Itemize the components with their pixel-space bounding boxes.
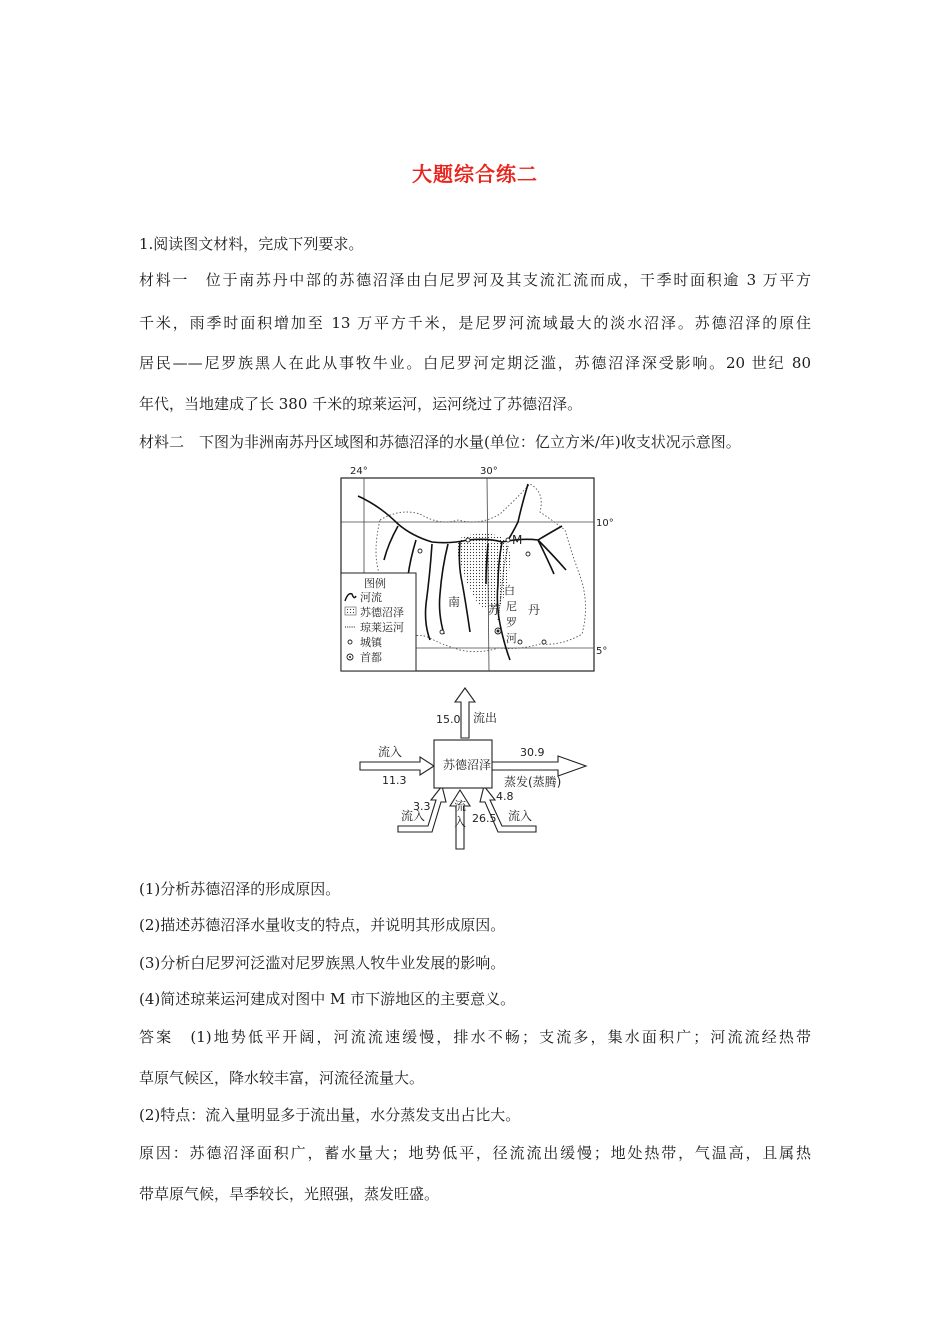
town-marker [440, 630, 444, 634]
river-char-2: 尼 [506, 600, 517, 613]
evap-value: 30.9 [520, 746, 545, 759]
inflow-sw-label: 流入 [401, 809, 426, 823]
map-legend [341, 573, 416, 671]
material1-line-2: 千米，雨季时面积增加至 13 万平方千米，是尼罗河流域最大的淡水沼泽。苏德沼泽的原住 [139, 314, 811, 332]
lon-label-30: 30° [480, 466, 498, 477]
river-char-4: 河 [506, 632, 517, 645]
material1-line-4: 年代，当地建成了长 380 千米的琼莱运河，运河绕过了苏德沼泽。 [139, 395, 583, 413]
capital-dot [497, 630, 499, 632]
town-marker [418, 549, 422, 553]
figure-map-and-budget [340, 464, 614, 854]
country-char-2: 苏 [488, 603, 501, 617]
evap-label: 蒸发(蒸腾) [504, 775, 562, 789]
material2-text: 材料二 下图为非洲南苏丹区域图和苏德沼泽的水量(单位：亿立方米/年)收支状况示意图。 [139, 433, 741, 451]
legend-town-symbol [348, 640, 352, 644]
lon-label-24: 24° [350, 466, 368, 477]
town-marker [518, 640, 522, 644]
question-intro: 1.阅读图文材料，完成下列要求。 [139, 235, 364, 253]
subquestion-2: (2)描述苏德沼泽水量收支的特点，并说明其形成原因。 [139, 916, 506, 934]
legend-capital-dot [349, 656, 351, 658]
page-title: 大题综合练二 [412, 162, 538, 186]
subquestion-1: (1)分析苏德沼泽的形成原因。 [139, 880, 341, 898]
inflow-west-label: 流入 [378, 745, 403, 759]
river-char-3: 罗 [506, 616, 517, 629]
region-map [341, 466, 614, 671]
river-char-1: 白 [504, 584, 515, 597]
answer-line-1: 答案 (1)地势低平开阔，河流流速缓慢，排水不畅；支流多，集水面积广；河流流经热带 [139, 1028, 811, 1046]
lat-label-5: 5° [596, 646, 608, 657]
answer-line-2: 草原气候区，降水较丰富，河流径流量大。 [139, 1069, 425, 1087]
inflow-west-value: 11.3 [382, 774, 407, 787]
country-char-3: 丹 [528, 603, 541, 617]
city-label-m: M [512, 533, 523, 547]
town-m-marker [506, 538, 510, 542]
budget-center-label: 苏德沼泽 [443, 758, 492, 772]
inflow-sw-value: 3.3 [413, 800, 431, 813]
lat-label-10: 10° [596, 518, 614, 529]
legend-canal: 琼莱运河 [360, 621, 404, 634]
outflow-label: 流出 [473, 711, 498, 725]
town-marker [466, 538, 470, 542]
town-marker [526, 552, 530, 556]
inflow-south-char-2: 入 [454, 815, 467, 829]
material1-line-3: 居民——尼罗族黑人在此从事牧牛业。白尼罗河定期泛滥，苏德沼泽深受影响。20 世纪 80 [139, 354, 811, 372]
inflow-se-value: 4.8 [496, 790, 514, 803]
country-char-1: 南 [448, 595, 461, 609]
inflow-south-value: 26.5 [472, 812, 497, 825]
legend-river: 河流 [360, 591, 382, 604]
answer-line-4: 原因：苏德沼泽面积广，蓄水量大；地势低平，径流流出缓慢；地处热带，气温高，且属热 [139, 1144, 811, 1162]
legend-swamp: 苏德沼泽 [360, 606, 404, 619]
evaporation-arrow [492, 756, 586, 776]
legend-town: 城镇 [360, 636, 382, 649]
outflow-value: 15.0 [436, 713, 461, 726]
answer-line-3: (2)特点：流入量明显多于流出量，水分蒸发支出占比大。 [139, 1106, 521, 1124]
inflow-south-char-1: 流 [454, 799, 467, 813]
subquestion-3: (3)分析白尼罗河泛滥对尼罗族黑人牧牛业发展的影响。 [139, 954, 506, 972]
material1-line-1: 材料一 位于南苏丹中部的苏德沼泽由白尼罗河及其支流汇流而成，干季时面积逾 3 万平方 [139, 271, 811, 289]
legend-swamp-symbol [345, 607, 356, 615]
inflow-west-arrow [360, 757, 434, 775]
answer-line-5: 带草原气候，旱季较长，光照强，蒸发旺盛。 [139, 1185, 440, 1203]
legend-capital: 首都 [360, 651, 382, 664]
town-marker [542, 640, 546, 644]
legend-title: 图例 [364, 577, 386, 590]
subquestion-4: (4)简述琼莱运河建成对图中 M 市下游地区的主要意义。 [139, 990, 516, 1008]
inflow-se-label: 流入 [508, 809, 533, 823]
